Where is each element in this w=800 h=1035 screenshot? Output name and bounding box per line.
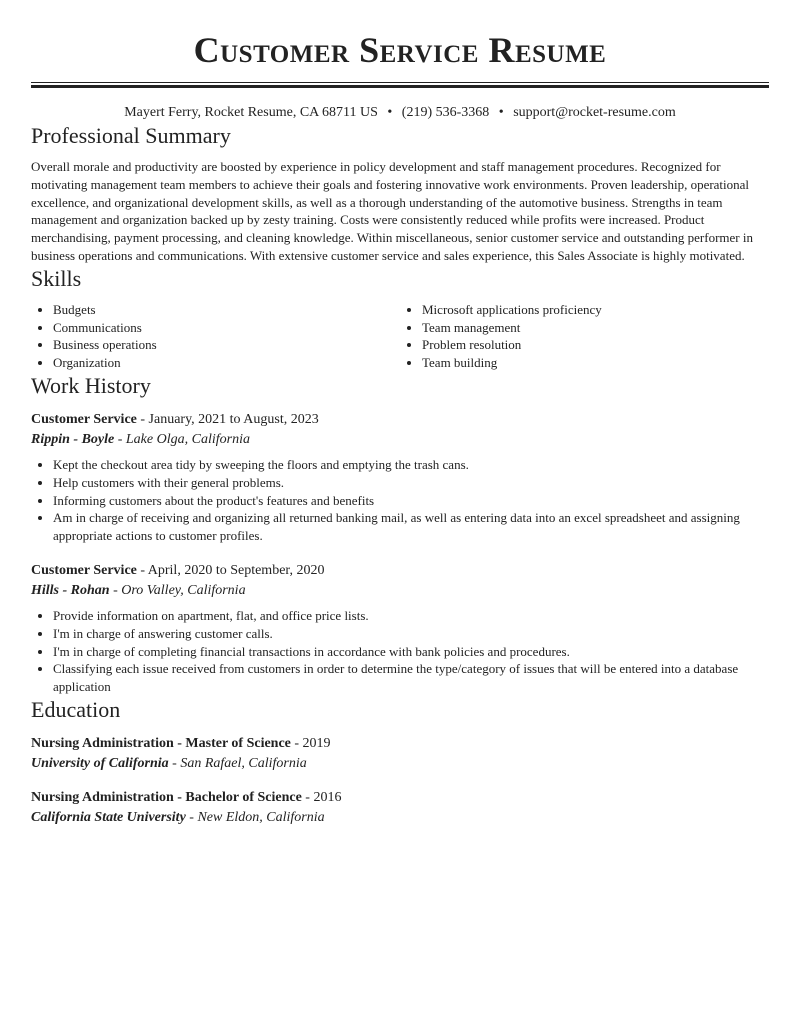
title-divider-thin: [31, 82, 769, 83]
job-title-line: [31, 561, 769, 581]
skill-item: • Team building: [422, 354, 769, 372]
summary-heading: Professional Summary: [31, 123, 231, 148]
job-title: Customer Service: [31, 411, 137, 427]
contact-address: Mayert Ferry, Rocket Resume, CA 68711 US: [124, 105, 378, 120]
job-duty: • Classifying each issue received from customers in order to determine the type/category of issues that will be entered into a database application: [53, 660, 769, 696]
school-name: University of California: [31, 755, 169, 771]
skills-list-left: [31, 301, 400, 372]
school-line: [31, 808, 769, 828]
skill-item: • Communications: [53, 319, 400, 337]
job-title: Customer Service: [31, 562, 137, 578]
school-location: - San Rafael, California: [168, 755, 307, 771]
degree-name: Nursing Administration - Bachelor of Science: [31, 789, 302, 805]
job-duty: • Am in charge of receiving and organizing all returned banking mail, as well as entering data into an excel spreadsheet and assigning appropriate actions to customer profiles.: [53, 509, 769, 545]
job-duty: • Informing customers about the product's features and benefits: [53, 492, 769, 510]
title-divider-thick: [31, 85, 769, 88]
job-company: Hills - Rohan: [31, 582, 110, 598]
skill-item: • Problem resolution: [422, 336, 769, 354]
skill-item: • Budgets: [53, 301, 400, 319]
job-company-line: [31, 581, 769, 601]
contact-separator: •: [498, 105, 504, 120]
degree-name: Nursing Administration - Master of Science: [31, 735, 291, 751]
job-dates: - April, 2020 to September, 2020: [136, 562, 325, 578]
school-name: California State University: [31, 809, 186, 825]
job-duties-list: [31, 607, 769, 696]
education-entry: [31, 734, 769, 774]
resume-title: Customer Service Resume: [193, 30, 607, 70]
job-entry: [31, 410, 769, 545]
skill-item: • Microsoft applications proficiency: [422, 301, 769, 319]
contact-separator: •: [387, 105, 393, 120]
degree-line: [31, 788, 769, 808]
school-location: - New Eldon, California: [185, 809, 325, 825]
contact-phone: (219) 536-3368: [401, 105, 490, 120]
job-duty: • Help customers with their general problems.: [53, 474, 769, 492]
job-location: - Lake Olga, California: [114, 431, 250, 447]
job-duty: • Kept the checkout area tidy by sweeping the floors and emptying the trash cans.: [53, 456, 769, 474]
skill-item: • Organization: [53, 354, 400, 372]
job-duty: • Provide information on apartment, flat, and office price lists.: [53, 607, 769, 625]
job-duty: • I'm in charge of answering customer calls.: [53, 625, 769, 643]
contact-email: support@rocket-resume.com: [513, 105, 676, 120]
summary-text: Overall morale and productivity are boosted by experience in policy development and staff management procedures. Recognized for motivating management team members to achieve their goals and fostering innovative work environments. Proven leadership, operational excellence, and organizational development skills, as well as a thorough understanding of the automotive business. Strengths in team management and organization backed up by zesty training. Costs were consistently reduced while profits were increased. Product merchandising, payment processing, and cleaning knowledge. Within miscellaneous, senior customer service and outstanding performer in business operations and communications. With extensive customer service and sales experience, this Sales Associate is highly motivated.: [31, 159, 753, 263]
degree-year: - 2016: [301, 789, 342, 805]
education-heading: Education: [31, 696, 121, 722]
skill-item: • Business operations: [53, 336, 400, 354]
school-line: [31, 754, 769, 774]
job-dates: - January, 2021 to August, 2023: [136, 411, 319, 427]
work-history-heading: Work History: [31, 372, 151, 398]
job-duty: • I'm in charge of completing financial transactions in accordance with bank policies and procedures.: [53, 643, 769, 661]
skills-list-right: [400, 301, 769, 372]
job-location: - Oro Valley, California: [109, 582, 246, 598]
degree-year: - 2019: [290, 735, 331, 751]
education-entry: [31, 788, 769, 828]
job-company: Rippin - Boyle: [31, 431, 115, 447]
skills-heading: Skills: [31, 265, 82, 291]
job-duties-list: [31, 456, 769, 545]
job-company-line: [31, 430, 769, 450]
contact-line: [31, 104, 769, 122]
job-title-line: [31, 410, 769, 430]
skills-columns: [31, 301, 769, 372]
skill-item: • Team management: [422, 319, 769, 337]
job-entry: [31, 561, 769, 696]
degree-line: [31, 734, 769, 754]
